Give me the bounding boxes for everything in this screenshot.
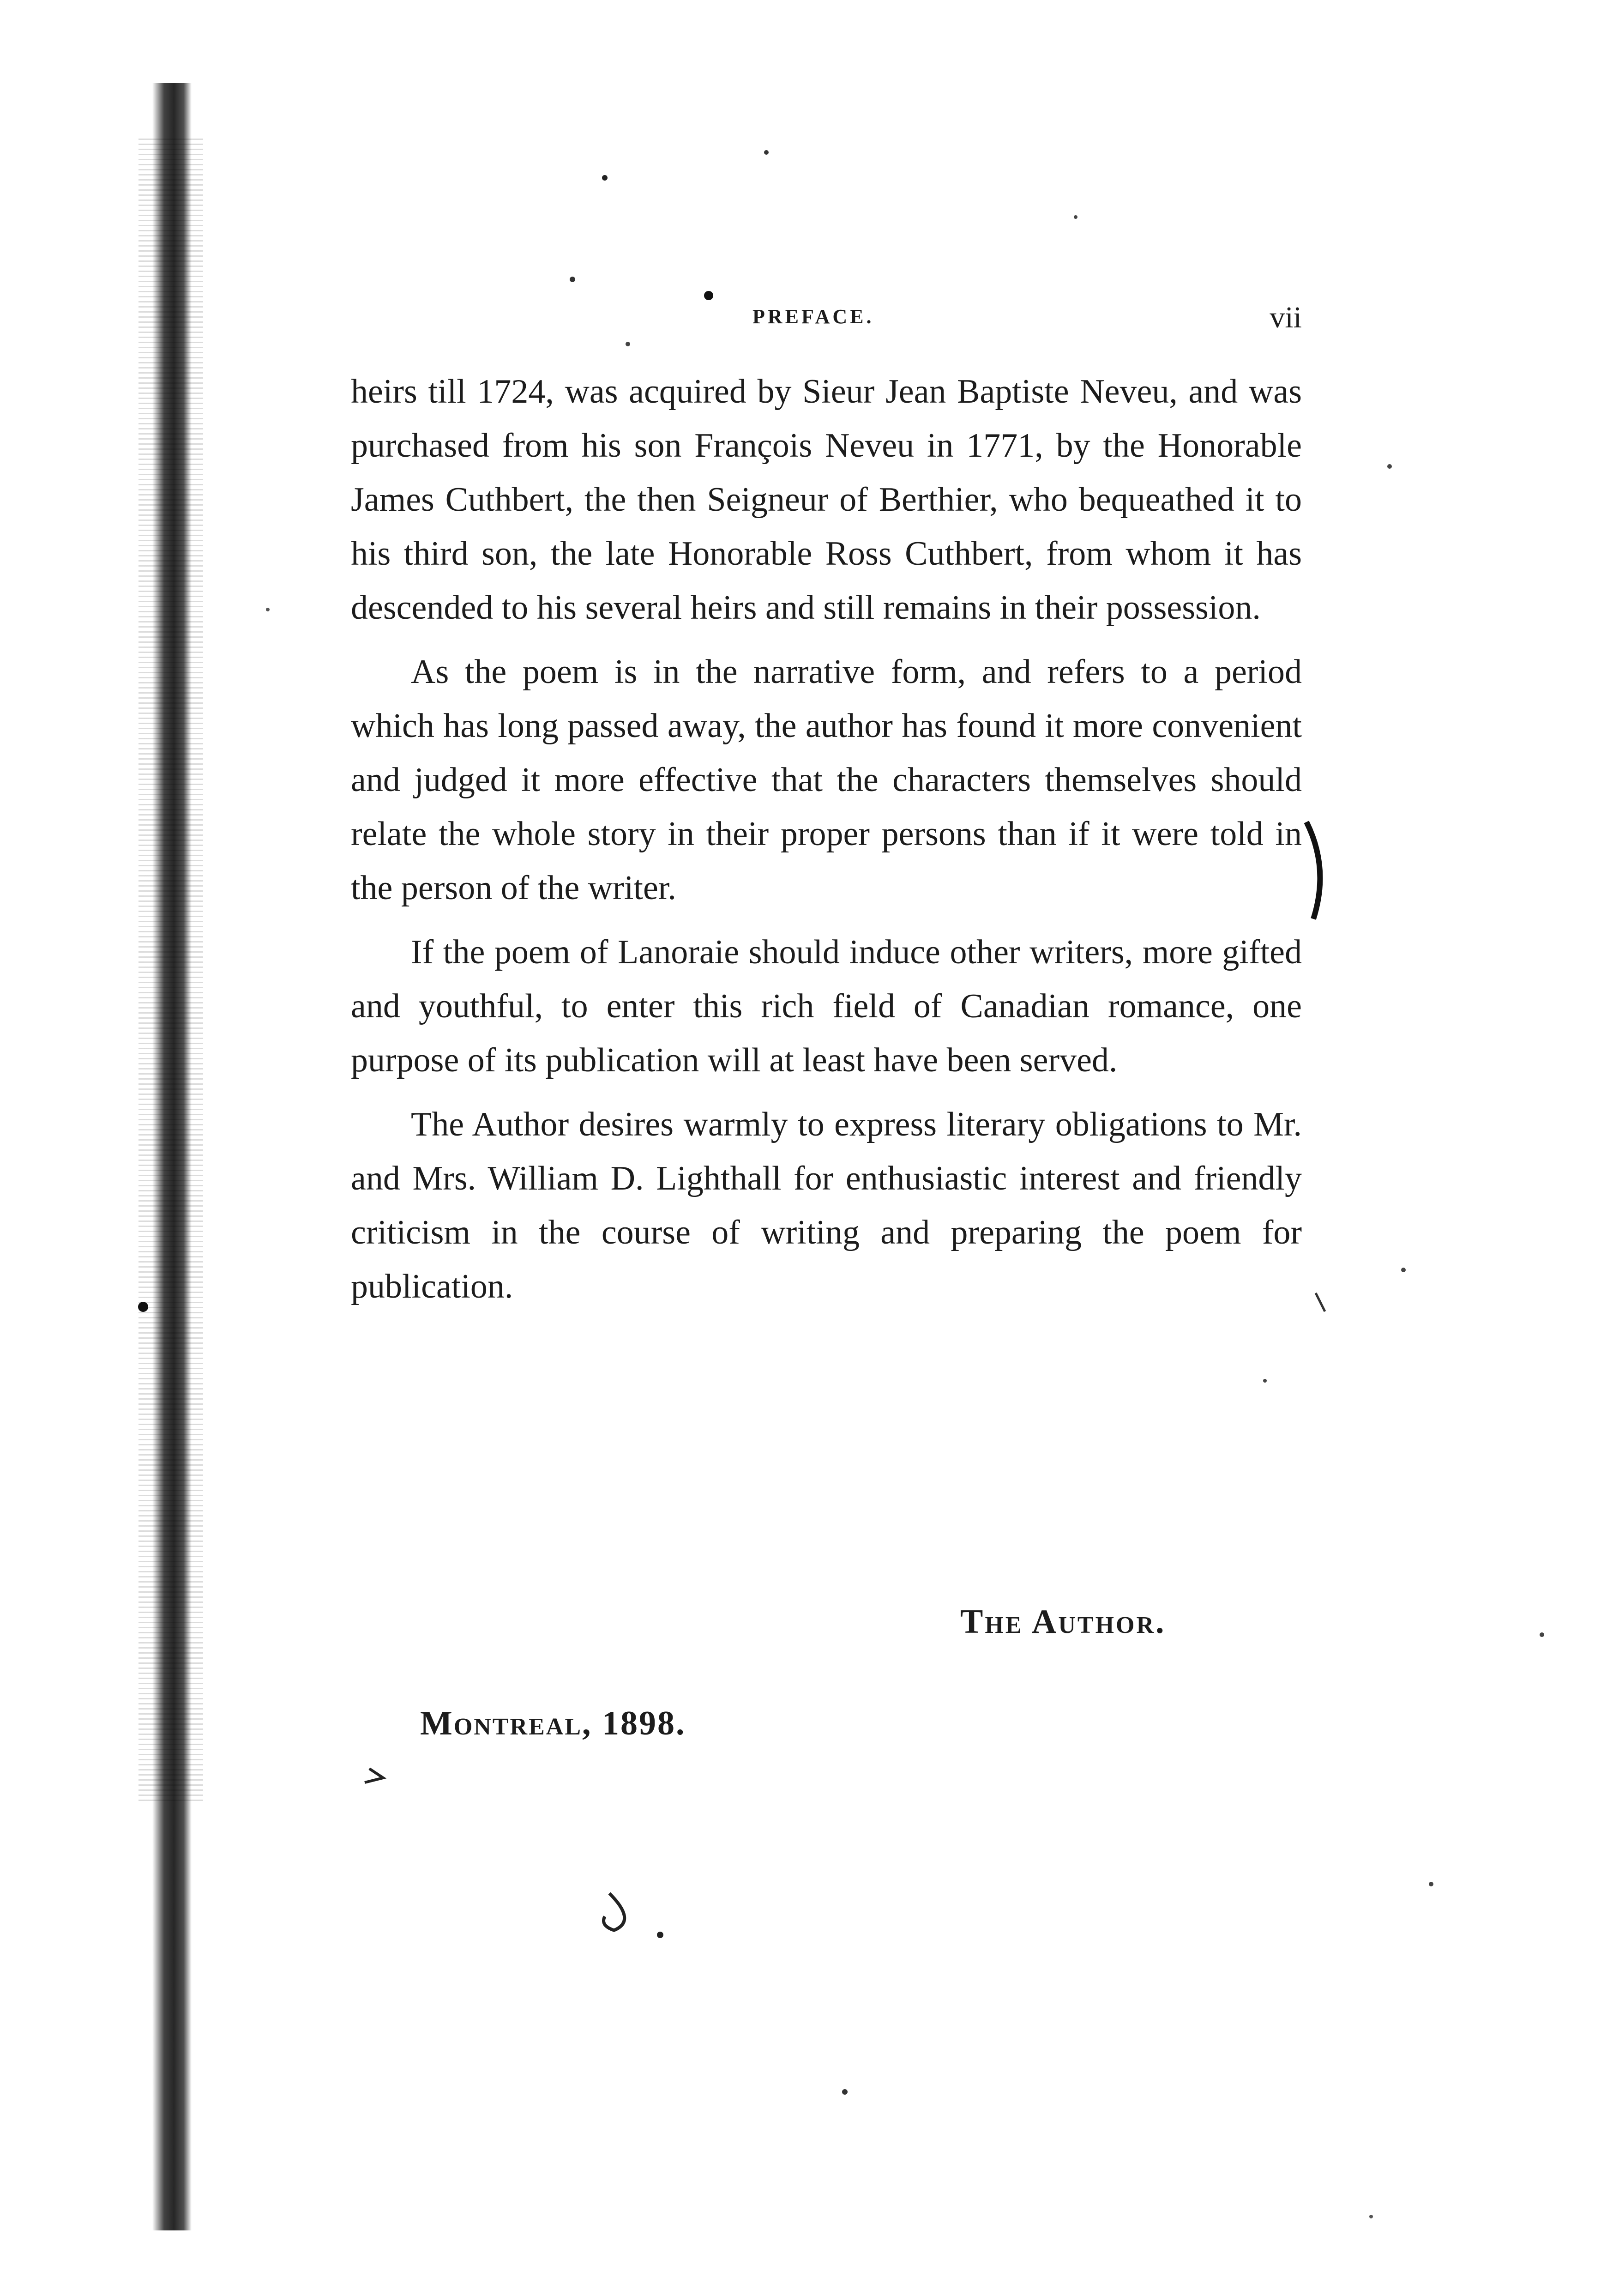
paragraph-3: If the poem of Lanoraie should induce other writers, more gifted and youthful, to enter this rich field of Canadian romance, one purpose of its publication will at least have been served. (351, 933, 1302, 1079)
author-signature: The Author. (960, 1603, 1166, 1641)
paragraph-4: The Author desires warmly to express literary obligations to Mr. and Mrs. William D. Lighthall for enthusiastic interest and friendly criticism in the course of writing and preparing the poem for publication. (351, 1106, 1302, 1305)
page-number: vii (1270, 301, 1302, 334)
body-text (351, 365, 1302, 1324)
binding-scan-noise (138, 139, 203, 1801)
paragraph-1: heirs till 1724, was acquired by Sieur Jean Baptiste Neveu, and was purchased from his son François Neveu in 1771, by the Honorable James Cuthbert, the then Seigneur of Berthier, who bequeathed it to his third son, the late Honorable Ross Cuthbert, from whom it has descended to his several heirs and still remains in their possession. (351, 373, 1302, 627)
place-date: Montreal, 1898. (420, 1704, 686, 1742)
paragraph-2: As the poem is in the narrative form, and refers to a period which has long passed away, the author has found it more convenient and judged it more effective that the characters themselves should relate the whole story in their proper persons than if it were told in the person of the writer. (351, 653, 1302, 907)
page-header (360, 300, 1302, 342)
running-head: PREFACE. (752, 305, 874, 328)
